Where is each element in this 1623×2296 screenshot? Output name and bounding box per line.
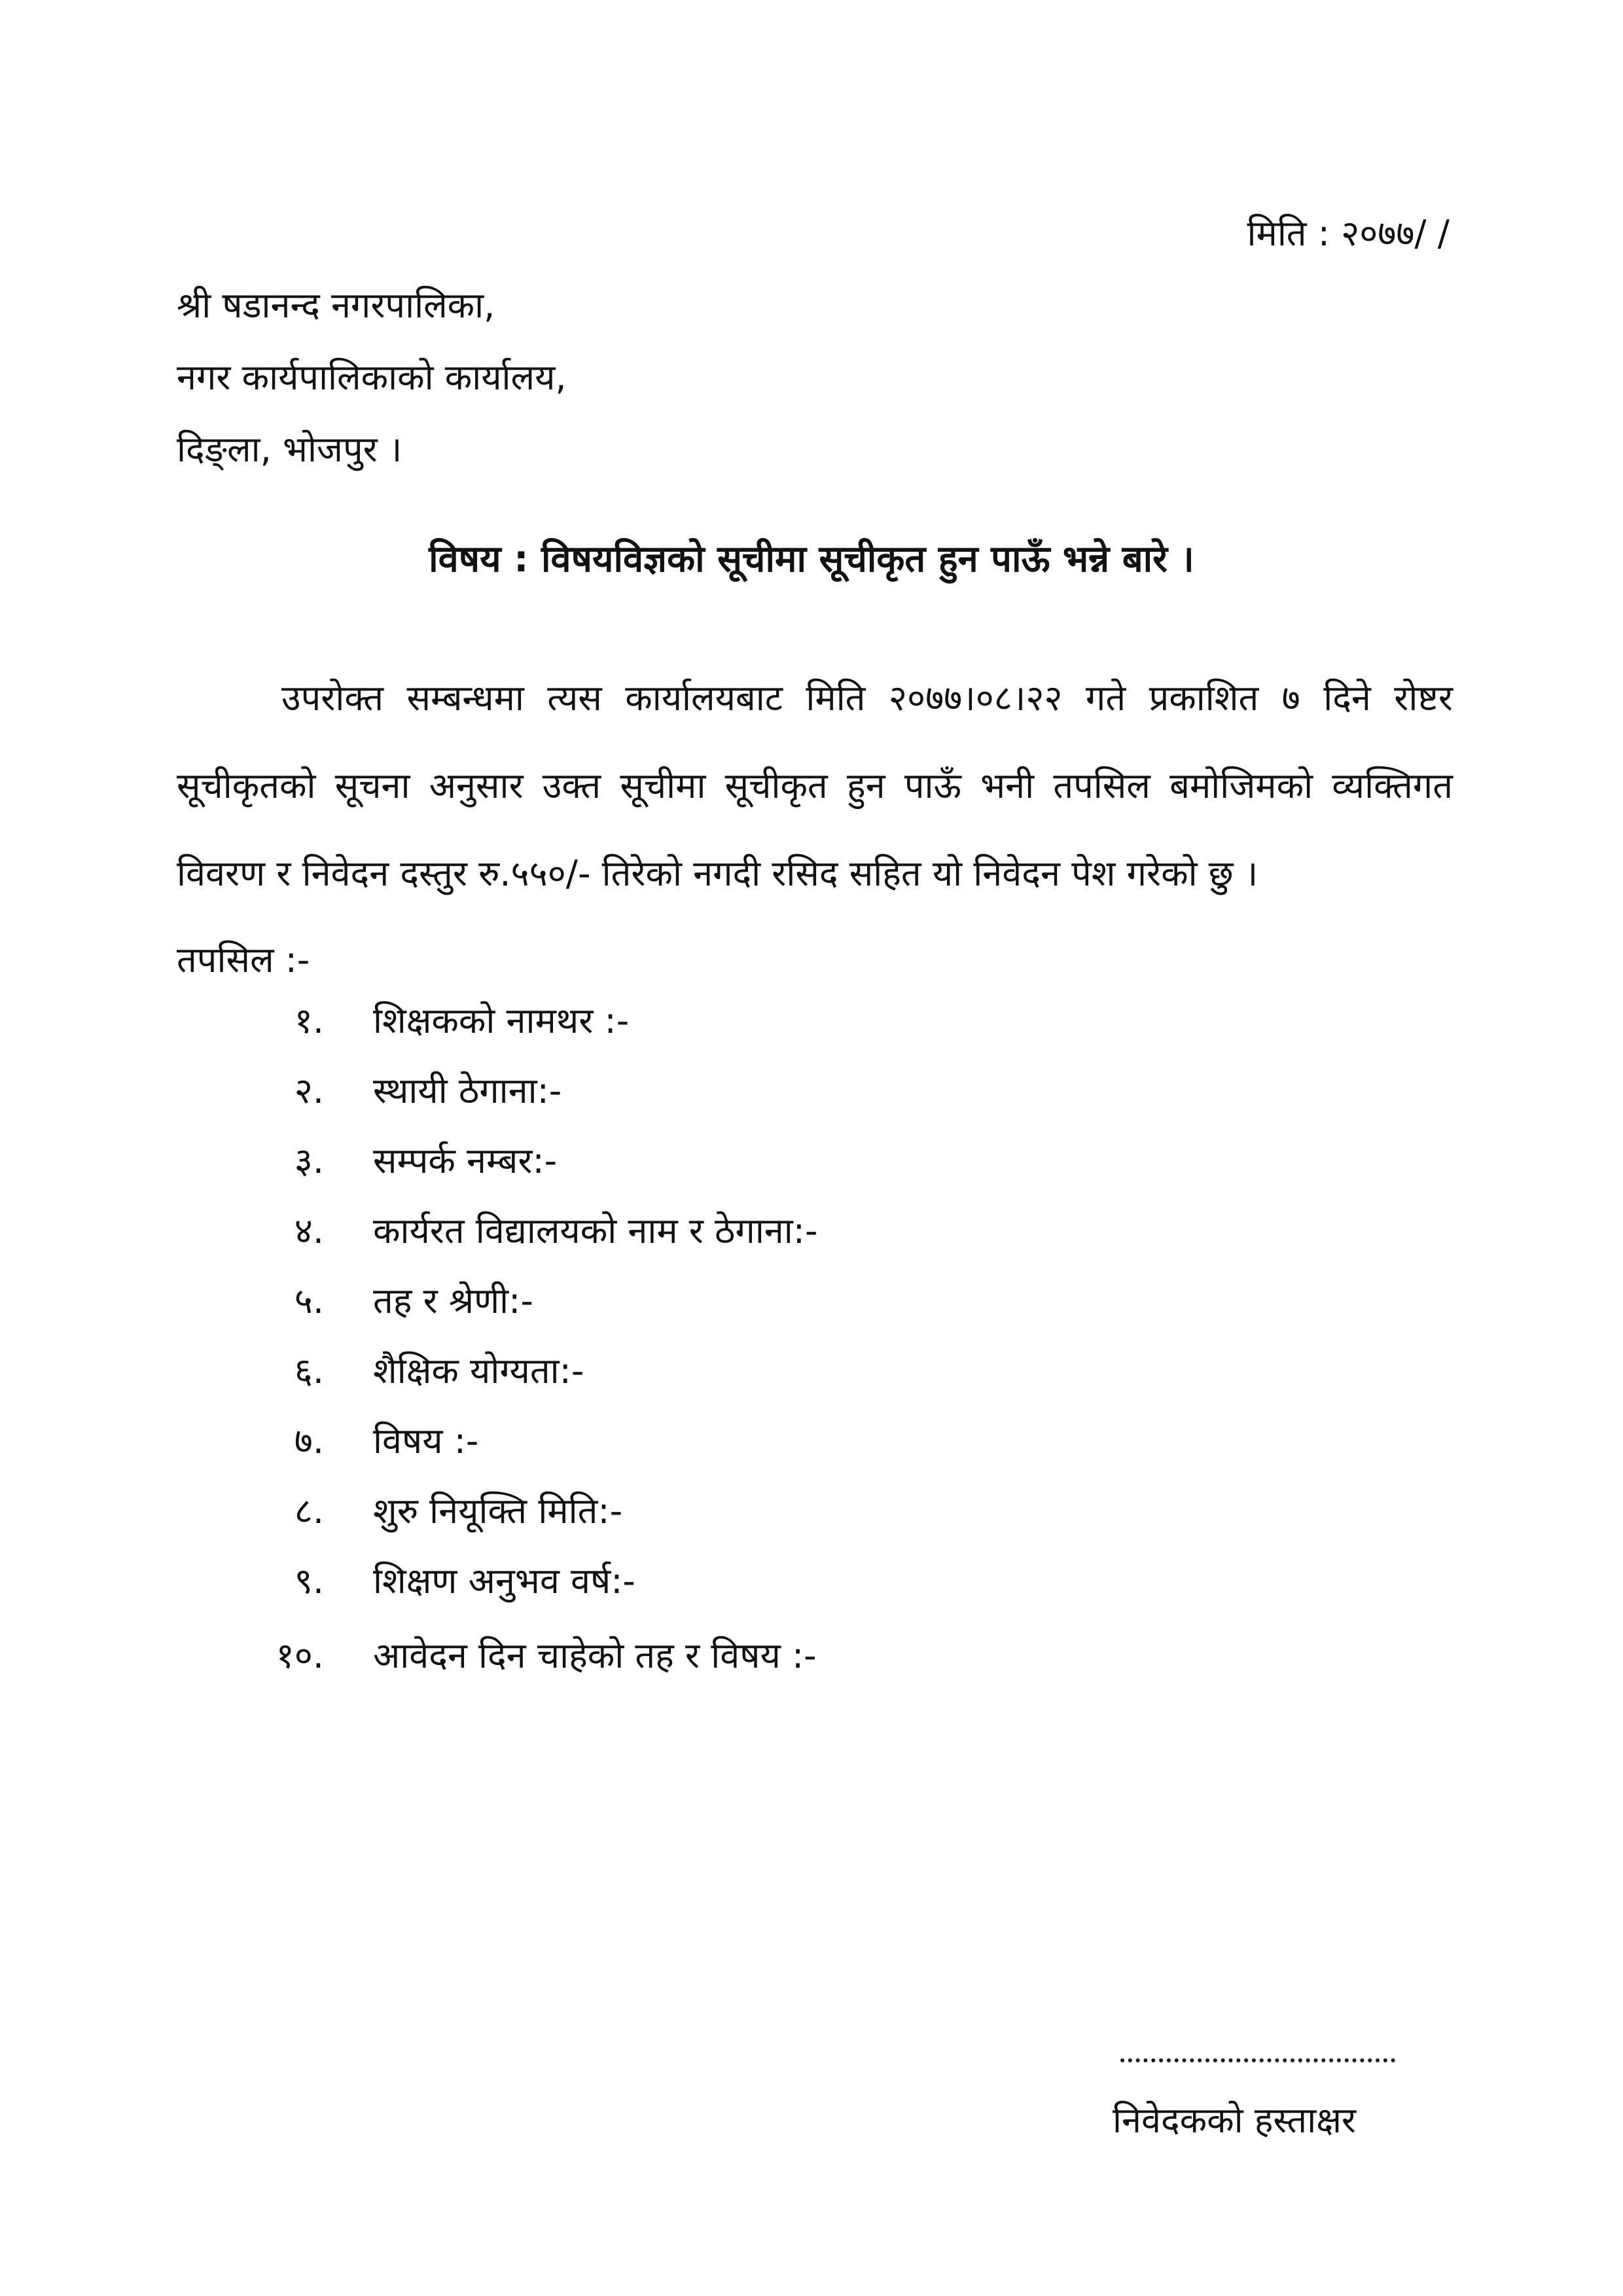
body-paragraph: उपरोक्त सम्बन्धमा त्यस कार्यालयबाट मिति २०७७।०८।२२ गते प्रकाशित ७ दिने रोष्टर सूचीकृतको सूचना अनुसार उक्त सूचीमा सूचीकृत हुन पाऊँ भनी तपसिल बमोजिमको व्यक्तिगत विवरण र निवेदन दस्तुर रु.५५०/- तिरेको नगदी रसिद सहित यो निवेदन पेश गरेको छु । (177, 677, 1453, 894)
item-label: शुरु नियूक्ति मिति:- (373, 1490, 623, 1532)
signature-dotted-line (1120, 2058, 1395, 2062)
item-number: ९. (294, 1560, 324, 1602)
list-item (0, 1065, 1623, 1117)
signature-label: निवेदकको हस्ताक्षर (1113, 2100, 1356, 2141)
recipient-line-1: श्री षडानन्द नगरपालिका, (177, 285, 495, 326)
item-label: शिक्षण अनुभव वर्ष:- (373, 1560, 635, 1602)
item-number: २. (294, 1070, 324, 1111)
item-number: ३. (294, 1140, 324, 1181)
item-number: ४. (294, 1210, 324, 1251)
list-item (0, 1415, 1623, 1467)
item-label: सम्पर्क नम्बर:- (373, 1140, 558, 1181)
item-label: तह र श्रेणी:- (373, 1280, 533, 1321)
item-number: ५. (294, 1280, 324, 1321)
list-item (0, 1345, 1623, 1397)
item-label: आवेदन दिन चाहेको तह र विषय :- (373, 1635, 817, 1676)
item-number: १. (294, 1000, 324, 1041)
details-heading: तपसिल :- (177, 939, 310, 980)
item-label: कार्यरत विद्यालयको नाम र ठेगाना:- (373, 1210, 818, 1251)
list-item (0, 995, 1623, 1047)
list-item (0, 1555, 1623, 1607)
list-item (0, 1630, 1623, 1682)
recipient-line-3: दिङ्ला, भोजपुर । (177, 429, 402, 470)
list-item (0, 1275, 1623, 1327)
item-number: ६. (294, 1350, 324, 1391)
item-label: स्थायी ठेगाना:- (373, 1070, 562, 1111)
list-item (0, 1205, 1623, 1257)
date-line: मिति : २०७७/ / (1247, 213, 1450, 254)
item-number: ७. (294, 1420, 324, 1462)
list-item (0, 1485, 1623, 1537)
item-number: ८. (294, 1490, 324, 1532)
item-label: शिक्षकको नामथर :- (373, 1000, 630, 1041)
item-label: शैक्षिक योग्यता:- (373, 1350, 584, 1391)
item-number: १०. (276, 1635, 324, 1676)
subject-line: विषय : विषयविज्ञको सूचीमा सूचीकृत हुन पाऊँ भन्ने बारे । (429, 538, 1194, 581)
recipient-line-2: नगर कार्यपालिकाको कार्यालय, (177, 357, 567, 398)
list-item (0, 1135, 1623, 1187)
item-label: विषय :- (373, 1420, 479, 1462)
